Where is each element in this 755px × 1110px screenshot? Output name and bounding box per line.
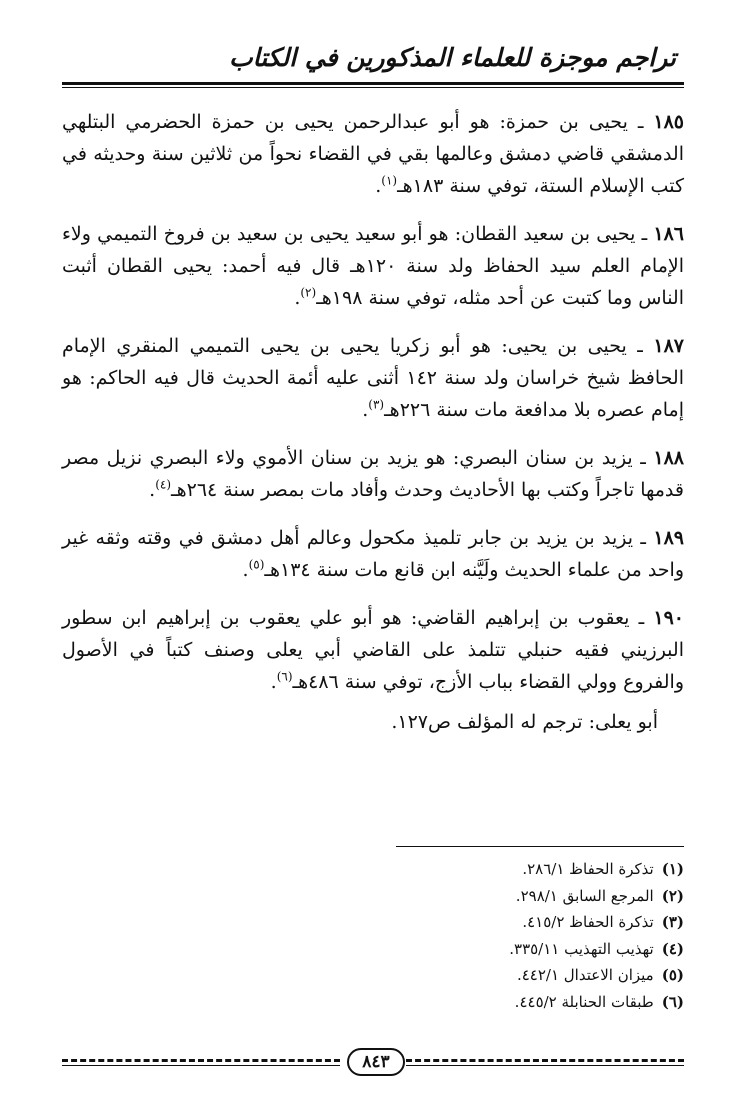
footnote-item [62,883,684,910]
entry-dash: ـ [632,447,646,469]
entry-dash: ـ [627,111,644,133]
footer-dashed-rule-left [62,1059,340,1062]
footer-rule-left [62,1065,340,1066]
footnote-text: تذكرة الحفاظ ٤١٥/٢. [522,913,654,931]
footnote-text: ميزان الاعتدال ٤٤٢/١. [516,966,654,984]
footnote-number: (٤) [661,939,684,958]
entry-number: ١٩٠ [653,607,684,629]
footnote-text: تهذيب التهذيب ٣٣٥/١١. [509,939,654,958]
entry-number: ١٨٧ [653,335,684,357]
footnote-text: طبقات الحنابلة ٤٤٥/٢. [514,992,654,1011]
entry-name: يحيى بن سعيد القطان: [454,223,636,245]
footer-rule-right [406,1065,684,1066]
entry-number: ١٨٨ [653,447,684,469]
footnote-number: (٣) [661,913,684,931]
entry: ١٨٧ ـ يحيى بن يحيى: هو أبو زكريا يحيى بن يحيى التميمي المنقري الإمام الحافظ شيخ خراسان ولد سنة ١٤٢ أثنى عليه أئمة الحديث قال فيه الحاكم: هو إمام عصره بلا مدافعة مات سنة ٢٢٦هـ$^{(٣)}$. [62,335,684,421]
book-page [62,38,684,1072]
entry-text: هو أبو عبدالرحمن يحيى بن حمزة الحضرمي البتلهي الدمشقي قاضي دمشق وعالمها بقي في القضاء نحواً من ثلاثين سنة وحديثه في كتب الإسلام الستة، توفي سنة ١٨٣هـ [62,111,684,197]
footnotes-list [62,856,684,1015]
running-header-title: تراجم موجزة للعلماء المذكورين في الكتاب [229,43,676,72]
header-rule [62,82,684,88]
footer-dashed-rule-right [406,1059,684,1062]
footnote-text: المرجع السابق ٢٩٨/١. [515,886,654,905]
entry: ١٩٠ ـ يعقوب بن إبراهيم القاضي: هو أبو علي يعقوب بن إبراهيم ابن سطور البرزيني فقيه حنبلي تتلمذ على القاضي أبي يعلى وصنف كتباً في الأصول والفروع وولي القضاء بباب الأزج، توفي سنة ٤٨٦هـ$^{(٦)}$. [62,607,684,693]
entry-number: ١٨٩ [653,527,684,549]
entry-name: يعقوب بن إبراهيم القاضي: [410,607,630,629]
entry-text: هو يزيد بن سنان الأموي ولاء البصري نزيل مصر قدمها تاجراً وكتب بها الأحاديث وحدث وأفاد مات بمصر سنة ٢٦٤هـ [62,447,684,501]
footnote-item [62,909,684,936]
entry-dash: ـ [635,223,648,245]
footnote-item [62,936,684,963]
entries-list [62,106,684,738]
footnote-number: (٢) [661,886,684,905]
page-footer [62,1048,684,1074]
footnote-number: (٦) [661,992,684,1011]
entry-text: هو أبو زكريا يحيى بن يحيى التميمي المنقري الإمام الحافظ شيخ خراسان ولد سنة ١٤٢ أثنى عليه أئمة الحديث قال فيه الحاكم: هو إمام عصره بلا مدافعة مات سنة ٢٢٦هـ [62,335,684,421]
footnote-ref: (٥) [248,557,265,572]
entry: ١٨٥ ـ يحيى بن حمزة: هو أبو عبدالرحمن يحيى بن حمزة الحضرمي البتلهي الدمشقي قاضي دمشق وعالمها بقي في القضاء نحواً من ثلاثين سنة وحديثه في كتب الإسلام الستة، توفي سنة ١٨٣هـ$^{(١)}$. [62,111,684,197]
entry-dash: ـ [633,527,646,549]
footnote-ref: (٤) [155,477,172,492]
entry-number: ١٨٦ [653,223,684,245]
page-number: ٨٤٣ [347,1048,405,1076]
footnote-rule [396,846,684,847]
entry: ١٨٦ ـ يحيى بن سعيد القطان: هو أبو سعيد يحيى بن سعيد بن فروخ التميمي ولاء الإمام العلم سيد الحفاظ ولد سنة ١٢٠هـ قال فيه أحمد: يحيى القطان أثبت الناس وما كتبت عن أحد مثله، توفي سنة ١٩٨هـ$^{(٢)}$. [62,223,684,309]
entry: ١٨٨ ـ يزيد بن سنان البصري: هو يزيد بن سنان الأموي ولاء البصري نزيل مصر قدمها تاجراً وكتب بها الأحاديث وحدث وأفاد مات بمصر سنة ٢٦٤هـ$^{(٤)}$. [62,447,684,501]
footnote-number: (٥) [661,966,684,984]
footnote-ref: (٢) [300,285,317,300]
entry-name: يزيد بن سنان البصري: [452,447,633,469]
footnote-item [62,989,684,1016]
footnote-item [62,962,684,989]
entry-text: تلميذ مكحول وعالم أهل دمشق في وقته وثقه غير واحد من علماء الحديث ولَيَّنه ابن قانع مات سنة ١٣٤هـ [62,527,684,581]
entry-name: يزيد بن يزيد بن جابر [468,527,634,549]
footnote-ref: (٣) [368,397,385,412]
entry-text: هو أبو علي يعقوب بن إبراهيم ابن سطور البرزيني فقيه حنبلي تتلمذ على القاضي أبي يعلى وصنف كتباً في الأصول والفروع وولي القضاء بباب الأزج، توفي سنة ٤٨٦هـ [62,607,684,693]
entry-name: يحيى بن يحيى: [501,335,627,357]
entry-dash: ـ [629,607,645,629]
entry-text: هو أبو سعيد يحيى بن سعيد بن فروخ التميمي ولاء الإمام العلم سيد الحفاظ ولد سنة ١٢٠هـ قال فيه أحمد: يحيى القطان أثبت الناس وما كتبت عن أحد مثله، توفي سنة ١٩٨هـ [62,223,684,309]
footnote-text: تذكرة الحفاظ ٢٨٦/١. [522,860,654,878]
footnote-item [62,856,684,883]
entry-dash: ـ [626,335,643,357]
footnote-number: (١) [661,860,684,878]
entry-number: ١٨٥ [653,111,684,133]
footnote-ref: (٦) [276,669,293,684]
footnote-ref: (١) [381,173,398,188]
entry: ١٨٩ ـ يزيد بن يزيد بن جابر تلميذ مكحول وعالم أهل دمشق في وقته وثقه غير واحد من علماء الحديث ولَيَّنه ابن قانع مات سنة ١٣٤هـ$^{(٥)}$. [62,527,684,581]
entry-name: يحيى بن حمزة: [499,111,628,133]
entry-note: أبو يعلى: ترجم له المؤلف ص١٢٧. [391,711,658,733]
